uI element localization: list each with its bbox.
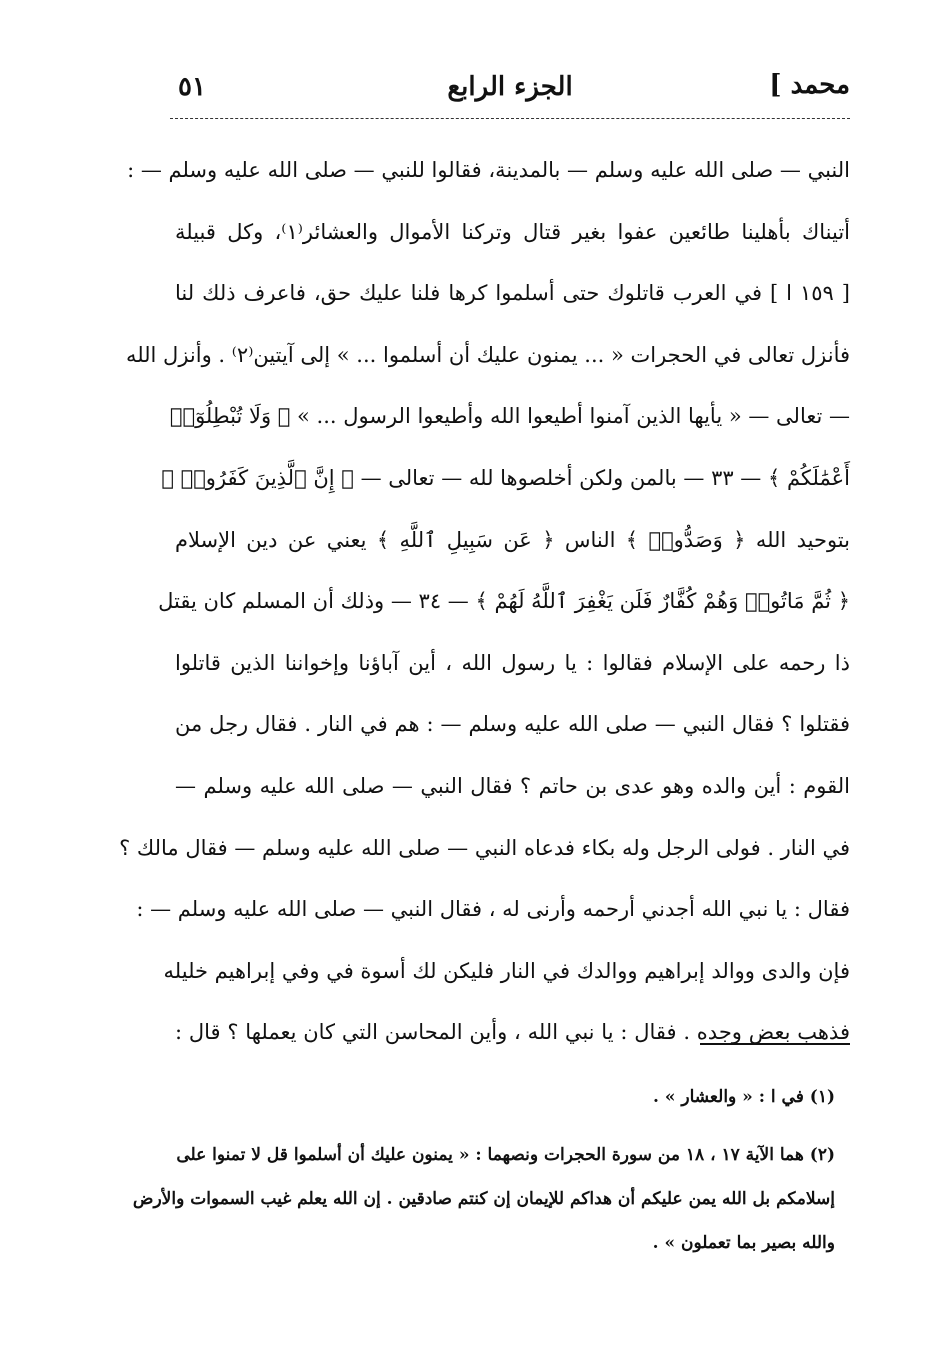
- text-line: بتوحيد الله ﴿ وَصَدُّوا۟ ﴾ الناس ﴿ عَن سَبِيلِ ٱللَّهِ ﴾ يعني عن دين الإسلام: [175, 527, 850, 552]
- footnote-divider: [700, 1043, 850, 1045]
- part-title: الجزء الرابع: [447, 72, 573, 102]
- text-line: في النار . فولى الرجل وله بكاء فدعاه النبي — صلى الله عليه وسلم — فقال مالك ؟: [119, 835, 850, 860]
- main-text: [119, 140, 850, 1064]
- text-line: فإن والدى ووالد إبراهيم ووالدك في النار فليكن لك أسوة في وفي إبراهيم خليله: [163, 958, 850, 983]
- text-line: ﴿ ثُمَّ مَاتُوا۟ وَهُمْ كُفَّارٌ فَلَن يَغْفِرَ ٱللَّهُ لَهُمْ ﴾ — ٣٤ — وذلك أن المسلم كان يقتل: [158, 589, 850, 614]
- text-line: فأنزل تعالى في الحجرات « ... يمنون عليك أن أسلموا ... » إلى آيتين⁽٢⁾ . وأنزل الله: [125, 342, 850, 367]
- text-line: [ ١٥٩ ا ] في العرب قاتلوك حتى أسلموا كرها فلنا عليك حق، فاعرف ذلك لنا: [175, 281, 850, 306]
- page-number: ٥١: [178, 72, 206, 102]
- text-line: أَعْمَٰلَكُمْ ﴾ — ٣٣ — بالمن ولكن أخلصوها لله — تعالى — ﴿ إِنَّ ٱلَّذِينَ كَفَرُوا۟ ﴾: [161, 465, 850, 490]
- footnote-2-line: إسلامكم بل الله يمن عليكم أن هداكم للإيمان إن كنتم صادقين . إن الله يعلم غيب السموات والأرض: [132, 1189, 835, 1209]
- footnote-2-line: (٢) هما الآية ١٧ ، ١٨ من سورة الحجرات ونصهما : « يمنون عليك أن أسلموا قل لا تمنوا على: [176, 1145, 835, 1165]
- footnote-1: (١) في ا : « والعشار » .: [653, 1087, 835, 1107]
- text-line: أتيناك بأهلينا طائعين عفوا بغير قتال وتركنا الأموال والعشائر⁽١⁾، وكل قبيلة: [175, 219, 850, 244]
- footnotes: [132, 1075, 835, 1265]
- text-line: القوم : أين والده وهو عدى بن حاتم ؟ فقال النبي — صلى الله عليه وسلم —: [175, 773, 850, 798]
- footnote-2-line: والله بصير بما تعملون » .: [652, 1233, 835, 1253]
- text-line: ذا رحمه على الإسلام فقالوا : يا رسول الله ، أين آباؤنا وإخواننا الذين قاتلوا: [175, 650, 850, 675]
- running-title: محمد ]: [769, 70, 850, 100]
- text-line: النبي — صلى الله عليه وسلم — بالمدينة، فقالوا للنبي — صلى الله عليه وسلم — :: [127, 158, 850, 182]
- running-head: [170, 62, 850, 112]
- header-divider: [170, 118, 850, 119]
- text-line: فذهب بعض وجده . فقال : يا نبي الله ، وأين المحاسن التي كان يعملها ؟ قال :: [175, 1020, 850, 1045]
- text-line: — تعالى — « يأيها الذين آمنوا أطيعوا الله وأطيعوا الرسول ... » ﴿ وَلَا تُبْطِلُوٓا۟: [169, 404, 850, 429]
- text-line: فقال : يا نبي الله أجدني أرحمه وأرنى له ، فقال النبي — صلى الله عليه وسلم — :: [136, 897, 850, 922]
- text-line: فقتلوا ؟ فقال النبي — صلى الله عليه وسلم — : هم في النار . فقال رجل من: [175, 712, 850, 737]
